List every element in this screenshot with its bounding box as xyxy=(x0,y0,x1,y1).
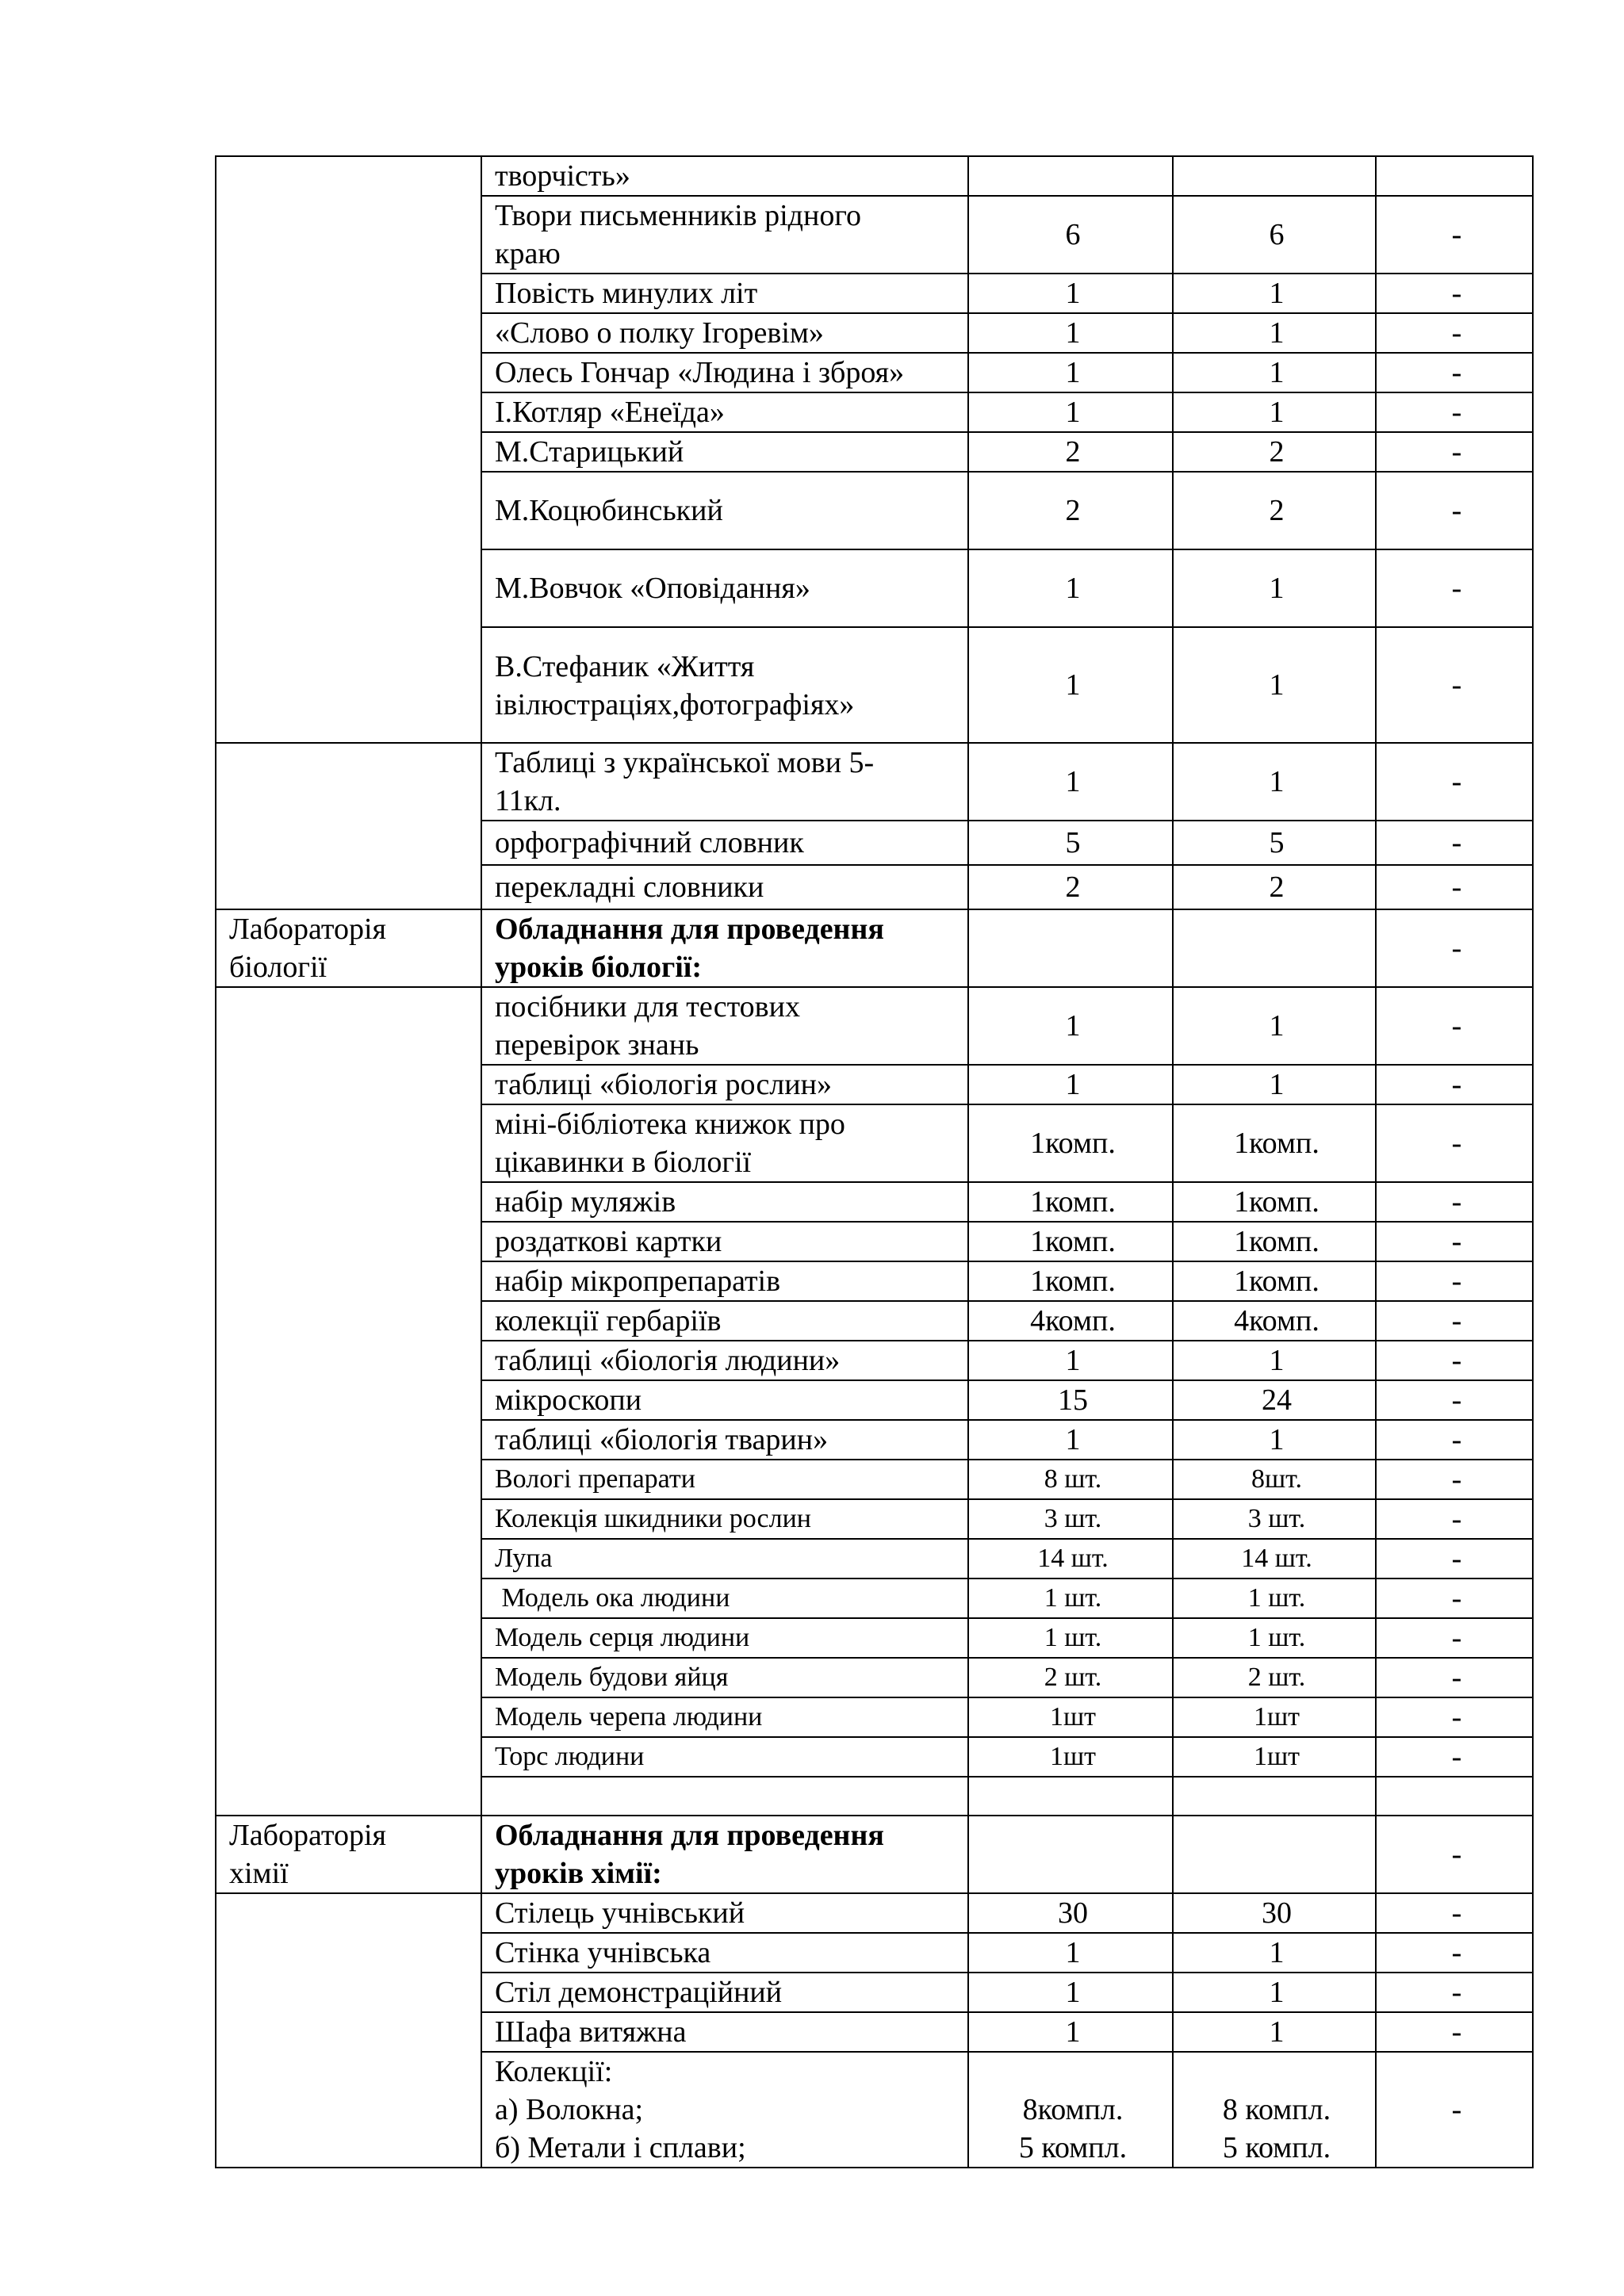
quantity-cell: 8 компл. 5 компл. xyxy=(1173,2052,1376,2168)
quantity-cell: 1 xyxy=(1173,1933,1376,1973)
quantity-cell xyxy=(968,1777,1173,1816)
quantity-cell: 3 шт. xyxy=(1173,1499,1376,1539)
item-name: Шафа витяжна xyxy=(481,2012,968,2052)
note-cell: - xyxy=(1376,1065,1533,1104)
note-cell: - xyxy=(1376,627,1533,743)
quantity-cell: 15 xyxy=(968,1380,1173,1420)
note-cell: - xyxy=(1376,2052,1533,2168)
quantity-cell: 1комп. xyxy=(1173,1222,1376,1261)
note-cell: - xyxy=(1376,353,1533,392)
quantity-cell: 5 xyxy=(968,821,1173,865)
note-cell: - xyxy=(1376,196,1533,274)
quantity-cell: 1 xyxy=(968,1973,1173,2012)
quantity-cell: 1 xyxy=(968,549,1173,627)
note-cell: - xyxy=(1376,313,1533,353)
quantity-cell: 1 xyxy=(968,1933,1173,1973)
note-cell: - xyxy=(1376,865,1533,909)
table-row xyxy=(216,156,1533,196)
quantity-cell: 1 xyxy=(1173,274,1376,313)
note-cell xyxy=(1376,156,1533,196)
quantity-cell: 1 шт. xyxy=(1173,1578,1376,1618)
item-name: Колекція шкидники рослин xyxy=(481,1499,968,1539)
quantity-cell: 2 xyxy=(968,472,1173,549)
quantity-cell: 1комп. xyxy=(1173,1261,1376,1301)
room-cell xyxy=(216,156,481,743)
quantity-cell: 1 xyxy=(968,1341,1173,1380)
quantity-cell: 1 xyxy=(1173,1973,1376,2012)
item-name: набір мікропрепаратів xyxy=(481,1261,968,1301)
room-cell: Лабораторія хімії xyxy=(216,1816,481,1893)
quantity-cell: 1 xyxy=(968,627,1173,743)
quantity-cell: 1 xyxy=(968,353,1173,392)
note-cell: - xyxy=(1376,743,1533,821)
item-name: М.Коцюбинський xyxy=(481,472,968,549)
note-cell: - xyxy=(1376,1222,1533,1261)
item-name: Торс людини xyxy=(481,1737,968,1777)
section-heading: Обладнання для проведення уроків біології: xyxy=(481,909,968,987)
quantity-cell: 2 xyxy=(968,865,1173,909)
quantity-cell: 8шт. xyxy=(1173,1460,1376,1499)
quantity-cell xyxy=(1173,1816,1376,1893)
item-name: Олесь Гончар «Людина і зброя» xyxy=(481,353,968,392)
item-name: Твори письменників рідного краю xyxy=(481,196,968,274)
item-name: таблиці «біологія рослин» xyxy=(481,1065,968,1104)
item-name: Модель ока людини xyxy=(481,1578,968,1618)
quantity-cell: 1 xyxy=(1173,1341,1376,1380)
note-cell: - xyxy=(1376,549,1533,627)
quantity-cell: 1 xyxy=(1173,549,1376,627)
table-row xyxy=(216,1893,1533,1933)
quantity-cell xyxy=(1173,1777,1376,1816)
quantity-cell: 6 xyxy=(968,196,1173,274)
item-name: мікроскопи xyxy=(481,1380,968,1420)
quantity-cell: 1шт xyxy=(968,1737,1173,1777)
note-cell: - xyxy=(1376,1380,1533,1420)
quantity-cell: 1 xyxy=(1173,987,1376,1065)
quantity-cell: 1 шт. xyxy=(968,1578,1173,1618)
note-cell: - xyxy=(1376,1697,1533,1737)
quantity-cell: 1комп. xyxy=(968,1261,1173,1301)
item-name: Модель черепа людини xyxy=(481,1697,968,1737)
quantity-cell: 30 xyxy=(1173,1893,1376,1933)
note-cell: - xyxy=(1376,1973,1533,2012)
quantity-cell: 1 xyxy=(968,274,1173,313)
item-name: набір муляжів xyxy=(481,1182,968,1222)
quantity-cell xyxy=(968,1816,1173,1893)
note-cell: - xyxy=(1376,1182,1533,1222)
note-cell: - xyxy=(1376,2012,1533,2052)
quantity-cell: 2 xyxy=(1173,472,1376,549)
quantity-cell: 8 шт. xyxy=(968,1460,1173,1499)
quantity-cell: 2 шт. xyxy=(968,1658,1173,1697)
note-cell: - xyxy=(1376,909,1533,987)
item-name: Повість минулих літ xyxy=(481,274,968,313)
table-row xyxy=(216,909,1533,987)
quantity-cell xyxy=(1173,909,1376,987)
item-name: Лупа xyxy=(481,1539,968,1578)
note-cell: - xyxy=(1376,1104,1533,1182)
quantity-cell: 1 шт. xyxy=(1173,1618,1376,1658)
note-cell: - xyxy=(1376,1261,1533,1301)
item-name: Стілець учнівський xyxy=(481,1893,968,1933)
quantity-cell: 1комп. xyxy=(1173,1182,1376,1222)
note-cell: - xyxy=(1376,472,1533,549)
quantity-cell: 14 шт. xyxy=(1173,1539,1376,1578)
note-cell: - xyxy=(1376,1499,1533,1539)
quantity-cell: 1 xyxy=(1173,392,1376,432)
quantity-cell: 2 xyxy=(968,432,1173,472)
item-name: Таблиці з української мови 5- 11кл. xyxy=(481,743,968,821)
note-cell: - xyxy=(1376,1539,1533,1578)
room-cell xyxy=(216,743,481,909)
quantity-cell: 1 xyxy=(1173,2012,1376,2052)
quantity-cell: 1шт xyxy=(1173,1737,1376,1777)
quantity-cell: 1 xyxy=(1173,1420,1376,1460)
note-cell: - xyxy=(1376,1341,1533,1380)
item-name xyxy=(481,1777,968,1816)
quantity-cell: 1комп. xyxy=(968,1104,1173,1182)
note-cell: - xyxy=(1376,1933,1533,1973)
room-cell xyxy=(216,1893,481,2168)
note-cell: - xyxy=(1376,1737,1533,1777)
note-cell: - xyxy=(1376,1460,1533,1499)
item-name: посібники для тестових перевірок знань xyxy=(481,987,968,1065)
table-row xyxy=(216,1816,1533,1893)
quantity-cell: 1шт xyxy=(968,1697,1173,1737)
quantity-cell: 1 xyxy=(1173,627,1376,743)
item-name: В.Стефаник «Життя івілюстраціях,фотографіях» xyxy=(481,627,968,743)
quantity-cell: 1 xyxy=(968,1065,1173,1104)
note-cell: - xyxy=(1376,1893,1533,1933)
section-heading: Обладнання для проведення уроків хімії: xyxy=(481,1816,968,1893)
note-cell: - xyxy=(1376,1301,1533,1341)
quantity-cell: 2 xyxy=(1173,865,1376,909)
item-name: Модель будови яйця xyxy=(481,1658,968,1697)
quantity-cell: 1 xyxy=(1173,313,1376,353)
quantity-cell: 1 xyxy=(968,313,1173,353)
quantity-cell: 3 шт. xyxy=(968,1499,1173,1539)
quantity-cell: 2 xyxy=(1173,432,1376,472)
item-name: творчість» xyxy=(481,156,968,196)
quantity-cell: 2 шт. xyxy=(1173,1658,1376,1697)
quantity-cell xyxy=(968,156,1173,196)
item-name: Модель серця людини xyxy=(481,1618,968,1658)
quantity-cell: 1 xyxy=(968,392,1173,432)
quantity-cell: 4комп. xyxy=(1173,1301,1376,1341)
note-cell: - xyxy=(1376,432,1533,472)
note-cell xyxy=(1376,1777,1533,1816)
item-name: «Слово о полку Ігоревім» xyxy=(481,313,968,353)
table-row xyxy=(216,743,1533,821)
item-name: Стінка учнівська xyxy=(481,1933,968,1973)
item-name: М.Вовчок «Оповідання» xyxy=(481,549,968,627)
room-cell xyxy=(216,987,481,1816)
item-name: перекладні словники xyxy=(481,865,968,909)
item-name: Колекції: а) Волокна; б) Метали і сплави; xyxy=(481,2052,968,2168)
note-cell: - xyxy=(1376,821,1533,865)
quantity-cell: 24 xyxy=(1173,1380,1376,1420)
quantity-cell: 1 шт. xyxy=(968,1618,1173,1658)
item-name: роздаткові картки xyxy=(481,1222,968,1261)
inventory-table xyxy=(215,155,1534,2168)
note-cell: - xyxy=(1376,987,1533,1065)
item-name: таблиці «біологія тварин» xyxy=(481,1420,968,1460)
quantity-cell: 14 шт. xyxy=(968,1539,1173,1578)
quantity-cell: 1 xyxy=(968,1420,1173,1460)
quantity-cell xyxy=(968,909,1173,987)
item-name: М.Старицький xyxy=(481,432,968,472)
quantity-cell: 5 xyxy=(1173,821,1376,865)
quantity-cell: 1 xyxy=(968,987,1173,1065)
note-cell: - xyxy=(1376,274,1533,313)
table-row xyxy=(216,987,1533,1065)
quantity-cell: 1шт xyxy=(1173,1697,1376,1737)
note-cell: - xyxy=(1376,1578,1533,1618)
item-name: Стіл демонстраційний xyxy=(481,1973,968,2012)
quantity-cell: 1 xyxy=(1173,1065,1376,1104)
item-name: орфографічний словник xyxy=(481,821,968,865)
quantity-cell: 8компл. 5 компл. xyxy=(968,2052,1173,2168)
item-name: Вологі препарати xyxy=(481,1460,968,1499)
quantity-cell: 1комп. xyxy=(1173,1104,1376,1182)
item-name: таблиці «біологія людини» xyxy=(481,1341,968,1380)
item-name: колекції гербаріїв xyxy=(481,1301,968,1341)
note-cell: - xyxy=(1376,1420,1533,1460)
note-cell: - xyxy=(1376,1658,1533,1697)
quantity-cell: 4комп. xyxy=(968,1301,1173,1341)
item-name: І.Котляр «Енеїда» xyxy=(481,392,968,432)
note-cell: - xyxy=(1376,1816,1533,1893)
quantity-cell: 1комп. xyxy=(968,1222,1173,1261)
room-cell: Лабораторія біології xyxy=(216,909,481,987)
quantity-cell: 30 xyxy=(968,1893,1173,1933)
quantity-cell: 1комп. xyxy=(968,1182,1173,1222)
quantity-cell: 1 xyxy=(1173,743,1376,821)
note-cell: - xyxy=(1376,392,1533,432)
quantity-cell xyxy=(1173,156,1376,196)
quantity-cell: 6 xyxy=(1173,196,1376,274)
quantity-cell: 1 xyxy=(1173,353,1376,392)
item-name: міні-бібліотека книжок про цікавинки в біології xyxy=(481,1104,968,1182)
quantity-cell: 1 xyxy=(968,743,1173,821)
quantity-cell: 1 xyxy=(968,2012,1173,2052)
note-cell: - xyxy=(1376,1618,1533,1658)
